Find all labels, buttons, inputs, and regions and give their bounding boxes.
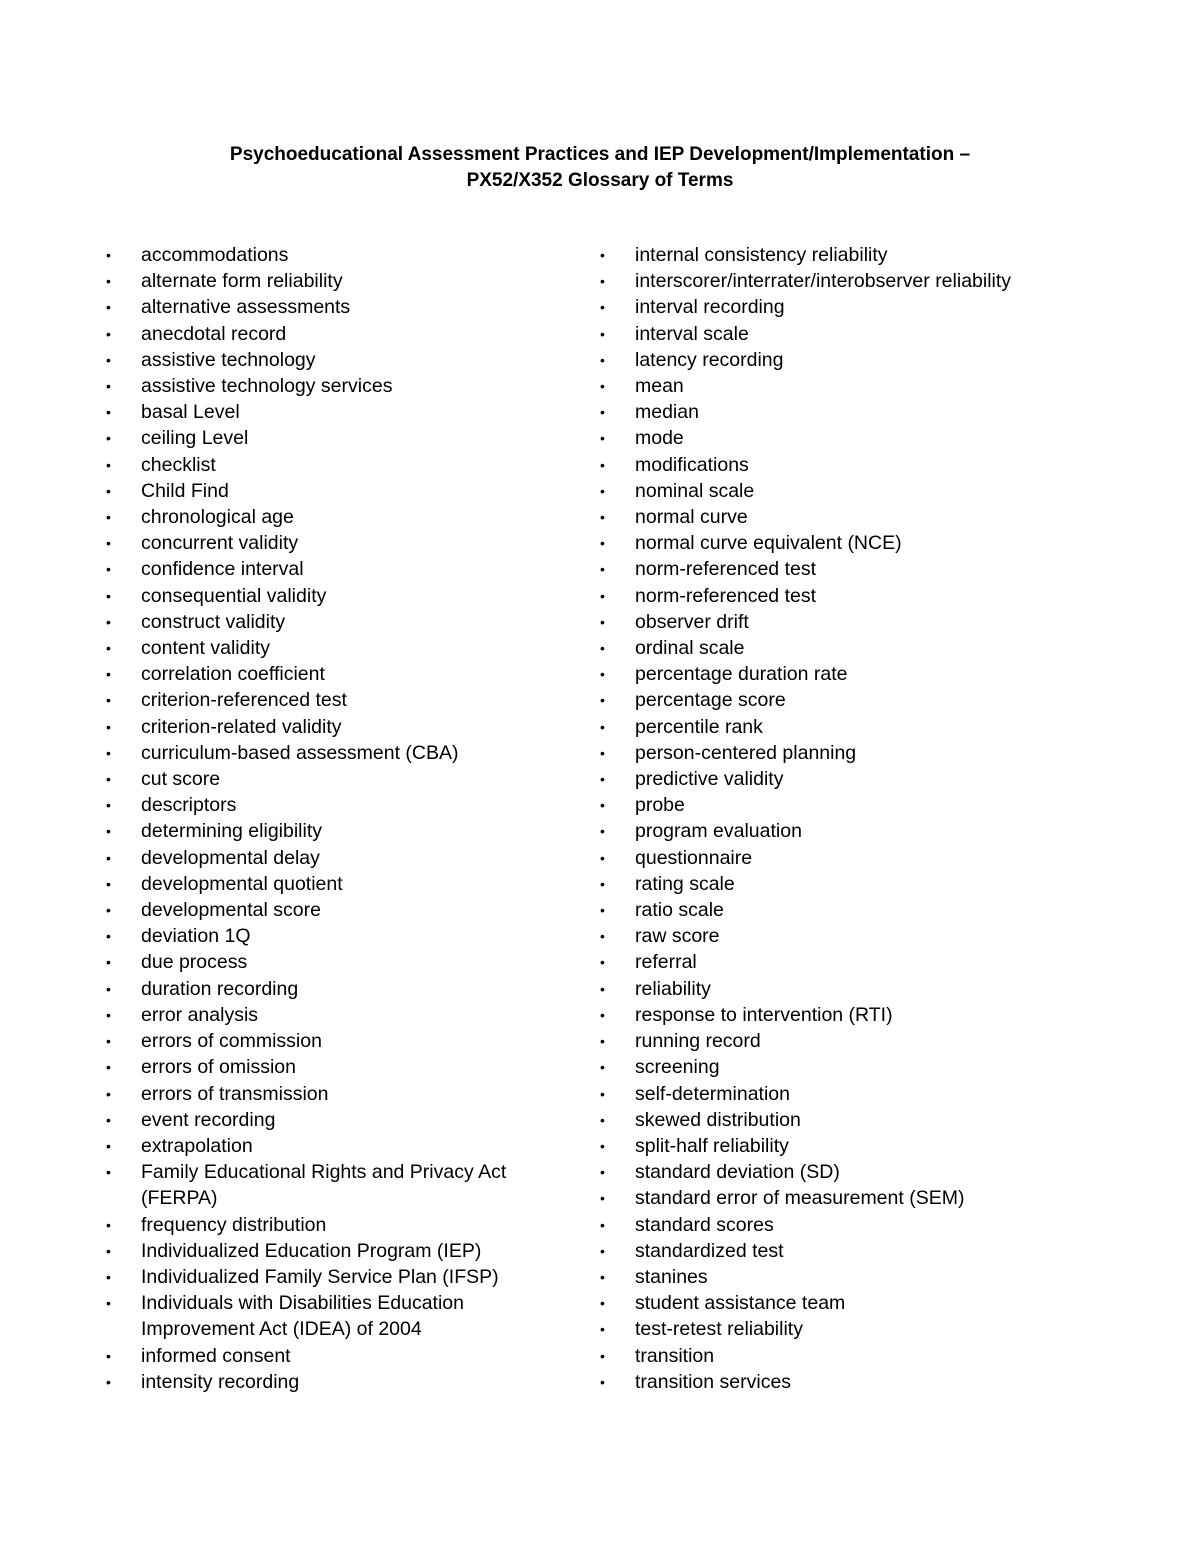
- glossary-term: [600, 1054, 1070, 1080]
- glossary-term-text: observer drift: [635, 610, 749, 633]
- document-title: [0, 142, 1200, 194]
- glossary-term-text: probe: [635, 794, 685, 817]
- glossary-term-text: interscorer/interrater/interobserver reliability: [635, 270, 1012, 293]
- bullet-icon: •: [600, 980, 605, 997]
- glossary-term-text: duration recording: [141, 977, 299, 1000]
- glossary-term-text: Individualized Education Program (IEP): [141, 1239, 482, 1262]
- bullet-icon: •: [600, 849, 605, 866]
- bullet-icon: •: [106, 875, 111, 892]
- glossary-term: [106, 1264, 566, 1290]
- bullet-icon: •: [106, 823, 111, 840]
- glossary-term: [106, 268, 566, 294]
- glossary-term-text: chronological age: [141, 506, 294, 529]
- bullet-icon: •: [106, 1059, 111, 1076]
- glossary-term-text: developmental delay: [141, 846, 320, 869]
- glossary-term-text: raw score: [635, 925, 720, 948]
- bullet-icon: •: [106, 561, 111, 578]
- glossary-term-text: consequential validity: [141, 584, 327, 607]
- glossary-term-text: percentile rank: [635, 715, 763, 738]
- bullet-icon: •: [600, 482, 605, 499]
- glossary-term-text: error analysis: [141, 1003, 259, 1026]
- bullet-icon: •: [106, 1006, 111, 1023]
- title-line-2: PX52/X352 Glossary of Terms: [466, 170, 734, 191]
- glossary-term-text: percentage score: [635, 689, 786, 712]
- glossary-term: [106, 897, 566, 923]
- bullet-icon: •: [600, 613, 605, 630]
- glossary-term-text: correlation coefficient: [141, 663, 325, 686]
- glossary-term: [106, 373, 566, 399]
- bullet-icon: •: [600, 666, 605, 683]
- bullet-icon: •: [106, 430, 111, 447]
- glossary-term-text: errors of omission: [141, 1056, 296, 1079]
- glossary-term-text: internal consistency reliability: [635, 244, 888, 266]
- glossary-term-text: reliability: [635, 977, 711, 1000]
- glossary-term: [600, 923, 1070, 949]
- glossary-term-text: modifications: [635, 453, 749, 476]
- bullet-icon: •: [106, 640, 111, 657]
- bullet-icon: •: [106, 535, 111, 552]
- bullet-icon: •: [106, 1111, 111, 1128]
- glossary-term: [600, 1316, 1070, 1342]
- bullet-icon: •: [106, 587, 111, 604]
- glossary-term-text: interval recording: [635, 296, 785, 319]
- glossary-term: [106, 399, 566, 425]
- title-line-1: Psychoeducational Assessment Practices and IEP Development/Implementation –: [229, 144, 971, 165]
- glossary-term-text: developmental score: [141, 899, 321, 922]
- glossary-term: [600, 1290, 1070, 1316]
- glossary-term-text: Family Educational Rights and Privacy Act (FERPA): [141, 1161, 507, 1210]
- glossary-term-text: informed consent: [141, 1344, 291, 1367]
- bullet-icon: •: [600, 875, 605, 892]
- glossary-term: [106, 818, 566, 844]
- bullet-icon: •: [106, 456, 111, 473]
- bullet-icon: •: [600, 823, 605, 840]
- bullet-icon: •: [600, 587, 605, 604]
- bullet-icon: •: [106, 771, 111, 788]
- glossary-term: [600, 766, 1070, 792]
- glossary-term-text: student assistance team: [635, 1292, 846, 1315]
- glossary-term: [600, 609, 1070, 635]
- bullet-icon: •: [600, 325, 605, 342]
- glossary-term-text: standard error of measurement (SEM): [635, 1187, 965, 1210]
- glossary-term: [106, 242, 566, 268]
- bullet-icon: •: [600, 744, 605, 761]
- bullet-icon: •: [600, 456, 605, 473]
- glossary-term-text: program evaluation: [635, 820, 802, 843]
- bullet-icon: •: [600, 718, 605, 735]
- glossary-term-text: accommodations: [141, 244, 289, 266]
- glossary-term: [106, 1002, 566, 1028]
- glossary-term-text: extrapolation: [141, 1134, 253, 1157]
- bullet-icon: •: [600, 404, 605, 421]
- bullet-icon: •: [600, 1085, 605, 1102]
- glossary-term: [106, 530, 566, 556]
- glossary-term-text: questionnaire: [635, 846, 753, 869]
- glossary-term-text: intensity recording: [141, 1370, 300, 1393]
- bullet-icon: •: [600, 1242, 605, 1259]
- bullet-icon: •: [600, 378, 605, 395]
- glossary-term-text: mean: [635, 375, 684, 398]
- glossary-term: [600, 242, 1070, 268]
- glossary-term-text: mode: [635, 427, 684, 450]
- glossary-term-text: Child Find: [141, 479, 229, 502]
- bullet-icon: •: [600, 1216, 605, 1233]
- glossary-term: [106, 976, 566, 1002]
- glossary-term-text: deviation 1Q: [141, 925, 251, 948]
- bullet-icon: •: [106, 1216, 111, 1233]
- glossary-term: [600, 1133, 1070, 1159]
- glossary-term-text: rating scale: [635, 872, 735, 895]
- bullet-icon: •: [600, 1295, 605, 1312]
- bullet-icon: •: [106, 980, 111, 997]
- glossary-term-text: predictive validity: [635, 768, 784, 791]
- bullet-icon: •: [600, 692, 605, 709]
- glossary-term-text: nominal scale: [635, 479, 755, 502]
- bullet-icon: •: [600, 1268, 605, 1285]
- glossary-term: [106, 1238, 566, 1264]
- glossary-term: [600, 556, 1070, 582]
- glossary-term: [106, 635, 566, 661]
- glossary-term: [600, 478, 1070, 504]
- glossary-term-text: referral: [635, 951, 697, 974]
- glossary-term: [106, 1081, 566, 1107]
- bullet-icon: •: [600, 1190, 605, 1207]
- bullet-icon: •: [106, 954, 111, 971]
- glossary-term: [600, 1159, 1070, 1185]
- glossary-term: [600, 1238, 1070, 1264]
- glossary-term: [600, 1081, 1070, 1107]
- bullet-icon: •: [106, 509, 111, 526]
- glossary-term: [600, 452, 1070, 478]
- glossary-term-text: screening: [635, 1056, 720, 1079]
- glossary-term: [600, 845, 1070, 871]
- bullet-icon: •: [106, 1347, 111, 1364]
- bullet-icon: •: [106, 1268, 111, 1285]
- bullet-icon: •: [106, 325, 111, 342]
- bullet-icon: •: [106, 482, 111, 499]
- glossary-term: [106, 661, 566, 687]
- glossary-term-text: percentage duration rate: [635, 663, 848, 686]
- glossary-term-text: median: [635, 401, 699, 424]
- bullet-icon: •: [600, 273, 605, 290]
- glossary-column-left: [106, 242, 566, 1395]
- glossary-term: [600, 687, 1070, 713]
- glossary-term: [106, 1290, 566, 1342]
- bullet-icon: •: [106, 1295, 111, 1312]
- glossary-term: [600, 1369, 1070, 1395]
- glossary-term: [600, 635, 1070, 661]
- glossary-term: [600, 1002, 1070, 1028]
- bullet-icon: •: [600, 1321, 605, 1338]
- glossary-term-text: normal curve: [635, 506, 748, 529]
- bullet-icon: •: [106, 404, 111, 421]
- glossary-term-text: assistive technology services: [141, 375, 393, 398]
- glossary-term: [106, 1369, 566, 1395]
- glossary-term-text: standardized test: [635, 1239, 784, 1262]
- glossary-term-text: response to intervention (RTI): [635, 1003, 893, 1026]
- glossary-term-text: interval scale: [635, 322, 749, 345]
- glossary-term-text: transition: [635, 1344, 715, 1367]
- glossary-term: [600, 976, 1070, 1002]
- glossary-term: [106, 845, 566, 871]
- glossary-term: [106, 923, 566, 949]
- glossary-term-text: descriptors: [141, 794, 237, 817]
- glossary-term: [600, 294, 1070, 320]
- glossary-term: [106, 1212, 566, 1238]
- bullet-icon: •: [600, 928, 605, 945]
- glossary-term-text: assistive technology: [141, 348, 316, 371]
- bullet-icon: •: [600, 247, 605, 263]
- glossary-term-text: basal Level: [141, 401, 240, 424]
- glossary-term-text: ratio scale: [635, 899, 724, 922]
- glossary-term-text: self-determination: [635, 1082, 790, 1105]
- glossary-term: [600, 1185, 1070, 1211]
- bullet-icon: •: [106, 692, 111, 709]
- glossary-term: [600, 425, 1070, 451]
- glossary-term: [106, 949, 566, 975]
- glossary-term: [106, 1107, 566, 1133]
- glossary-term-text: determining eligibility: [141, 820, 323, 843]
- bullet-icon: •: [106, 718, 111, 735]
- bullet-icon: •: [106, 1137, 111, 1154]
- glossary-term: [600, 740, 1070, 766]
- glossary-term: [106, 452, 566, 478]
- glossary-term-text: event recording: [141, 1108, 276, 1131]
- glossary-term-text: frequency distribution: [141, 1213, 327, 1236]
- glossary-term-text: Individualized Family Service Plan (IFSP): [141, 1265, 499, 1288]
- glossary-term-text: normal curve equivalent (NCE): [635, 532, 902, 555]
- glossary-term: [106, 425, 566, 451]
- glossary-term: [600, 373, 1070, 399]
- bullet-icon: •: [600, 797, 605, 814]
- glossary-term-text: alternative assessments: [141, 296, 351, 319]
- glossary-term-text: standard deviation (SD): [635, 1161, 840, 1184]
- glossary-term-text: ceiling Level: [141, 427, 249, 450]
- bullet-icon: •: [106, 378, 111, 395]
- glossary-term-text: criterion-referenced test: [141, 689, 347, 712]
- glossary-term-text: latency recording: [635, 348, 784, 371]
- glossary-term: [600, 399, 1070, 425]
- bullet-icon: •: [106, 273, 111, 290]
- glossary-term-text: developmental quotient: [141, 872, 343, 895]
- glossary-term: [600, 321, 1070, 347]
- glossary-term: [106, 1028, 566, 1054]
- glossary-term-text: curriculum-based assessment (CBA): [141, 741, 459, 764]
- glossary-term-text: ordinal scale: [635, 637, 745, 660]
- glossary-term: [600, 268, 1070, 294]
- bullet-icon: •: [600, 1033, 605, 1050]
- glossary-term: [600, 530, 1070, 556]
- glossary-term: [106, 687, 566, 713]
- glossary-term-text: criterion-related validity: [141, 715, 342, 738]
- glossary-term: [600, 897, 1070, 923]
- bullet-icon: •: [106, 902, 111, 919]
- glossary-term-text: errors of transmission: [141, 1082, 329, 1105]
- glossary-term: [106, 792, 566, 818]
- glossary-term: [600, 504, 1070, 530]
- glossary-term-text: cut score: [141, 768, 221, 791]
- glossary-term-text: stanines: [635, 1265, 708, 1288]
- bullet-icon: •: [600, 1347, 605, 1364]
- bullet-icon: •: [600, 771, 605, 788]
- glossary-term: [600, 583, 1070, 609]
- bullet-icon: •: [600, 509, 605, 526]
- glossary-term-text: construct validity: [141, 610, 286, 633]
- glossary-term: [600, 1028, 1070, 1054]
- bullet-icon: •: [600, 1006, 605, 1023]
- glossary-term: [106, 478, 566, 504]
- glossary-term: [600, 714, 1070, 740]
- bullet-icon: •: [106, 299, 111, 316]
- glossary-term: [600, 818, 1070, 844]
- glossary-term: [600, 949, 1070, 975]
- bullet-icon: •: [106, 797, 111, 814]
- bullet-icon: •: [106, 666, 111, 683]
- bullet-icon: •: [600, 1111, 605, 1128]
- glossary-term: [106, 583, 566, 609]
- glossary-term-text: due process: [141, 951, 248, 974]
- bullet-icon: •: [106, 849, 111, 866]
- glossary-term-text: alternate form reliability: [141, 270, 343, 293]
- glossary-term-text: standard scores: [635, 1213, 774, 1236]
- bullet-icon: •: [106, 1242, 111, 1259]
- bullet-icon: •: [106, 928, 111, 945]
- glossary-term: [106, 714, 566, 740]
- glossary-term: [106, 321, 566, 347]
- glossary-term: [106, 556, 566, 582]
- bullet-icon: •: [600, 351, 605, 368]
- glossary-term: [600, 1212, 1070, 1238]
- glossary-term: [600, 661, 1070, 687]
- bullet-icon: •: [600, 902, 605, 919]
- glossary-term-text: running record: [635, 1030, 761, 1053]
- glossary-term-text: skewed distribution: [635, 1108, 801, 1131]
- glossary-term: [106, 766, 566, 792]
- bullet-icon: •: [106, 1085, 111, 1102]
- glossary-term: [106, 504, 566, 530]
- glossary-term: [600, 1343, 1070, 1369]
- bullet-icon: •: [600, 1059, 605, 1076]
- glossary-term: [106, 294, 566, 320]
- bullet-icon: •: [600, 430, 605, 447]
- glossary-term-text: split-half reliability: [635, 1134, 789, 1157]
- glossary-term-text: person-centered planning: [635, 741, 857, 764]
- glossary-term: [106, 347, 566, 373]
- glossary-term-text: transition services: [635, 1370, 792, 1393]
- glossary-term: [106, 1343, 566, 1369]
- bullet-icon: •: [600, 1164, 605, 1181]
- glossary-term-text: norm-referenced test: [635, 584, 816, 607]
- glossary-term: [106, 871, 566, 897]
- bullet-icon: •: [600, 1137, 605, 1154]
- bullet-icon: •: [106, 1373, 111, 1390]
- glossary-column-right: [600, 242, 1070, 1395]
- glossary-term-text: Individuals with Disabilities Education Improvement Act (IDEA) of 2004: [141, 1292, 464, 1341]
- glossary-term: [600, 347, 1070, 373]
- glossary-term: [106, 609, 566, 635]
- bullet-icon: •: [106, 247, 111, 263]
- glossary-term: [600, 1107, 1070, 1133]
- glossary-term: [600, 1264, 1070, 1290]
- bullet-icon: •: [600, 535, 605, 552]
- glossary-term-text: content validity: [141, 637, 270, 660]
- bullet-icon: •: [106, 351, 111, 368]
- bullet-icon: •: [106, 1033, 111, 1050]
- bullet-icon: •: [600, 561, 605, 578]
- glossary-term-text: confidence interval: [141, 558, 304, 581]
- glossary-term-text: concurrent validity: [141, 532, 299, 555]
- glossary-term: [106, 1159, 566, 1211]
- glossary-term: [106, 1054, 566, 1080]
- glossary-term-text: test-retest reliability: [635, 1318, 803, 1341]
- bullet-icon: •: [106, 1164, 111, 1181]
- bullet-icon: •: [600, 1373, 605, 1390]
- glossary-term: [106, 1133, 566, 1159]
- glossary-term-text: checklist: [141, 453, 216, 476]
- bullet-icon: •: [106, 744, 111, 761]
- glossary-term: [600, 792, 1070, 818]
- bullet-icon: •: [600, 954, 605, 971]
- glossary-term: [600, 871, 1070, 897]
- glossary-term-text: errors of commission: [141, 1030, 322, 1053]
- bullet-icon: •: [600, 299, 605, 316]
- bullet-icon: •: [106, 613, 111, 630]
- bullet-icon: •: [600, 640, 605, 657]
- glossary-term-text: anecdotal record: [141, 322, 287, 345]
- glossary-term: [106, 740, 566, 766]
- glossary-term-text: norm-referenced test: [635, 558, 816, 581]
